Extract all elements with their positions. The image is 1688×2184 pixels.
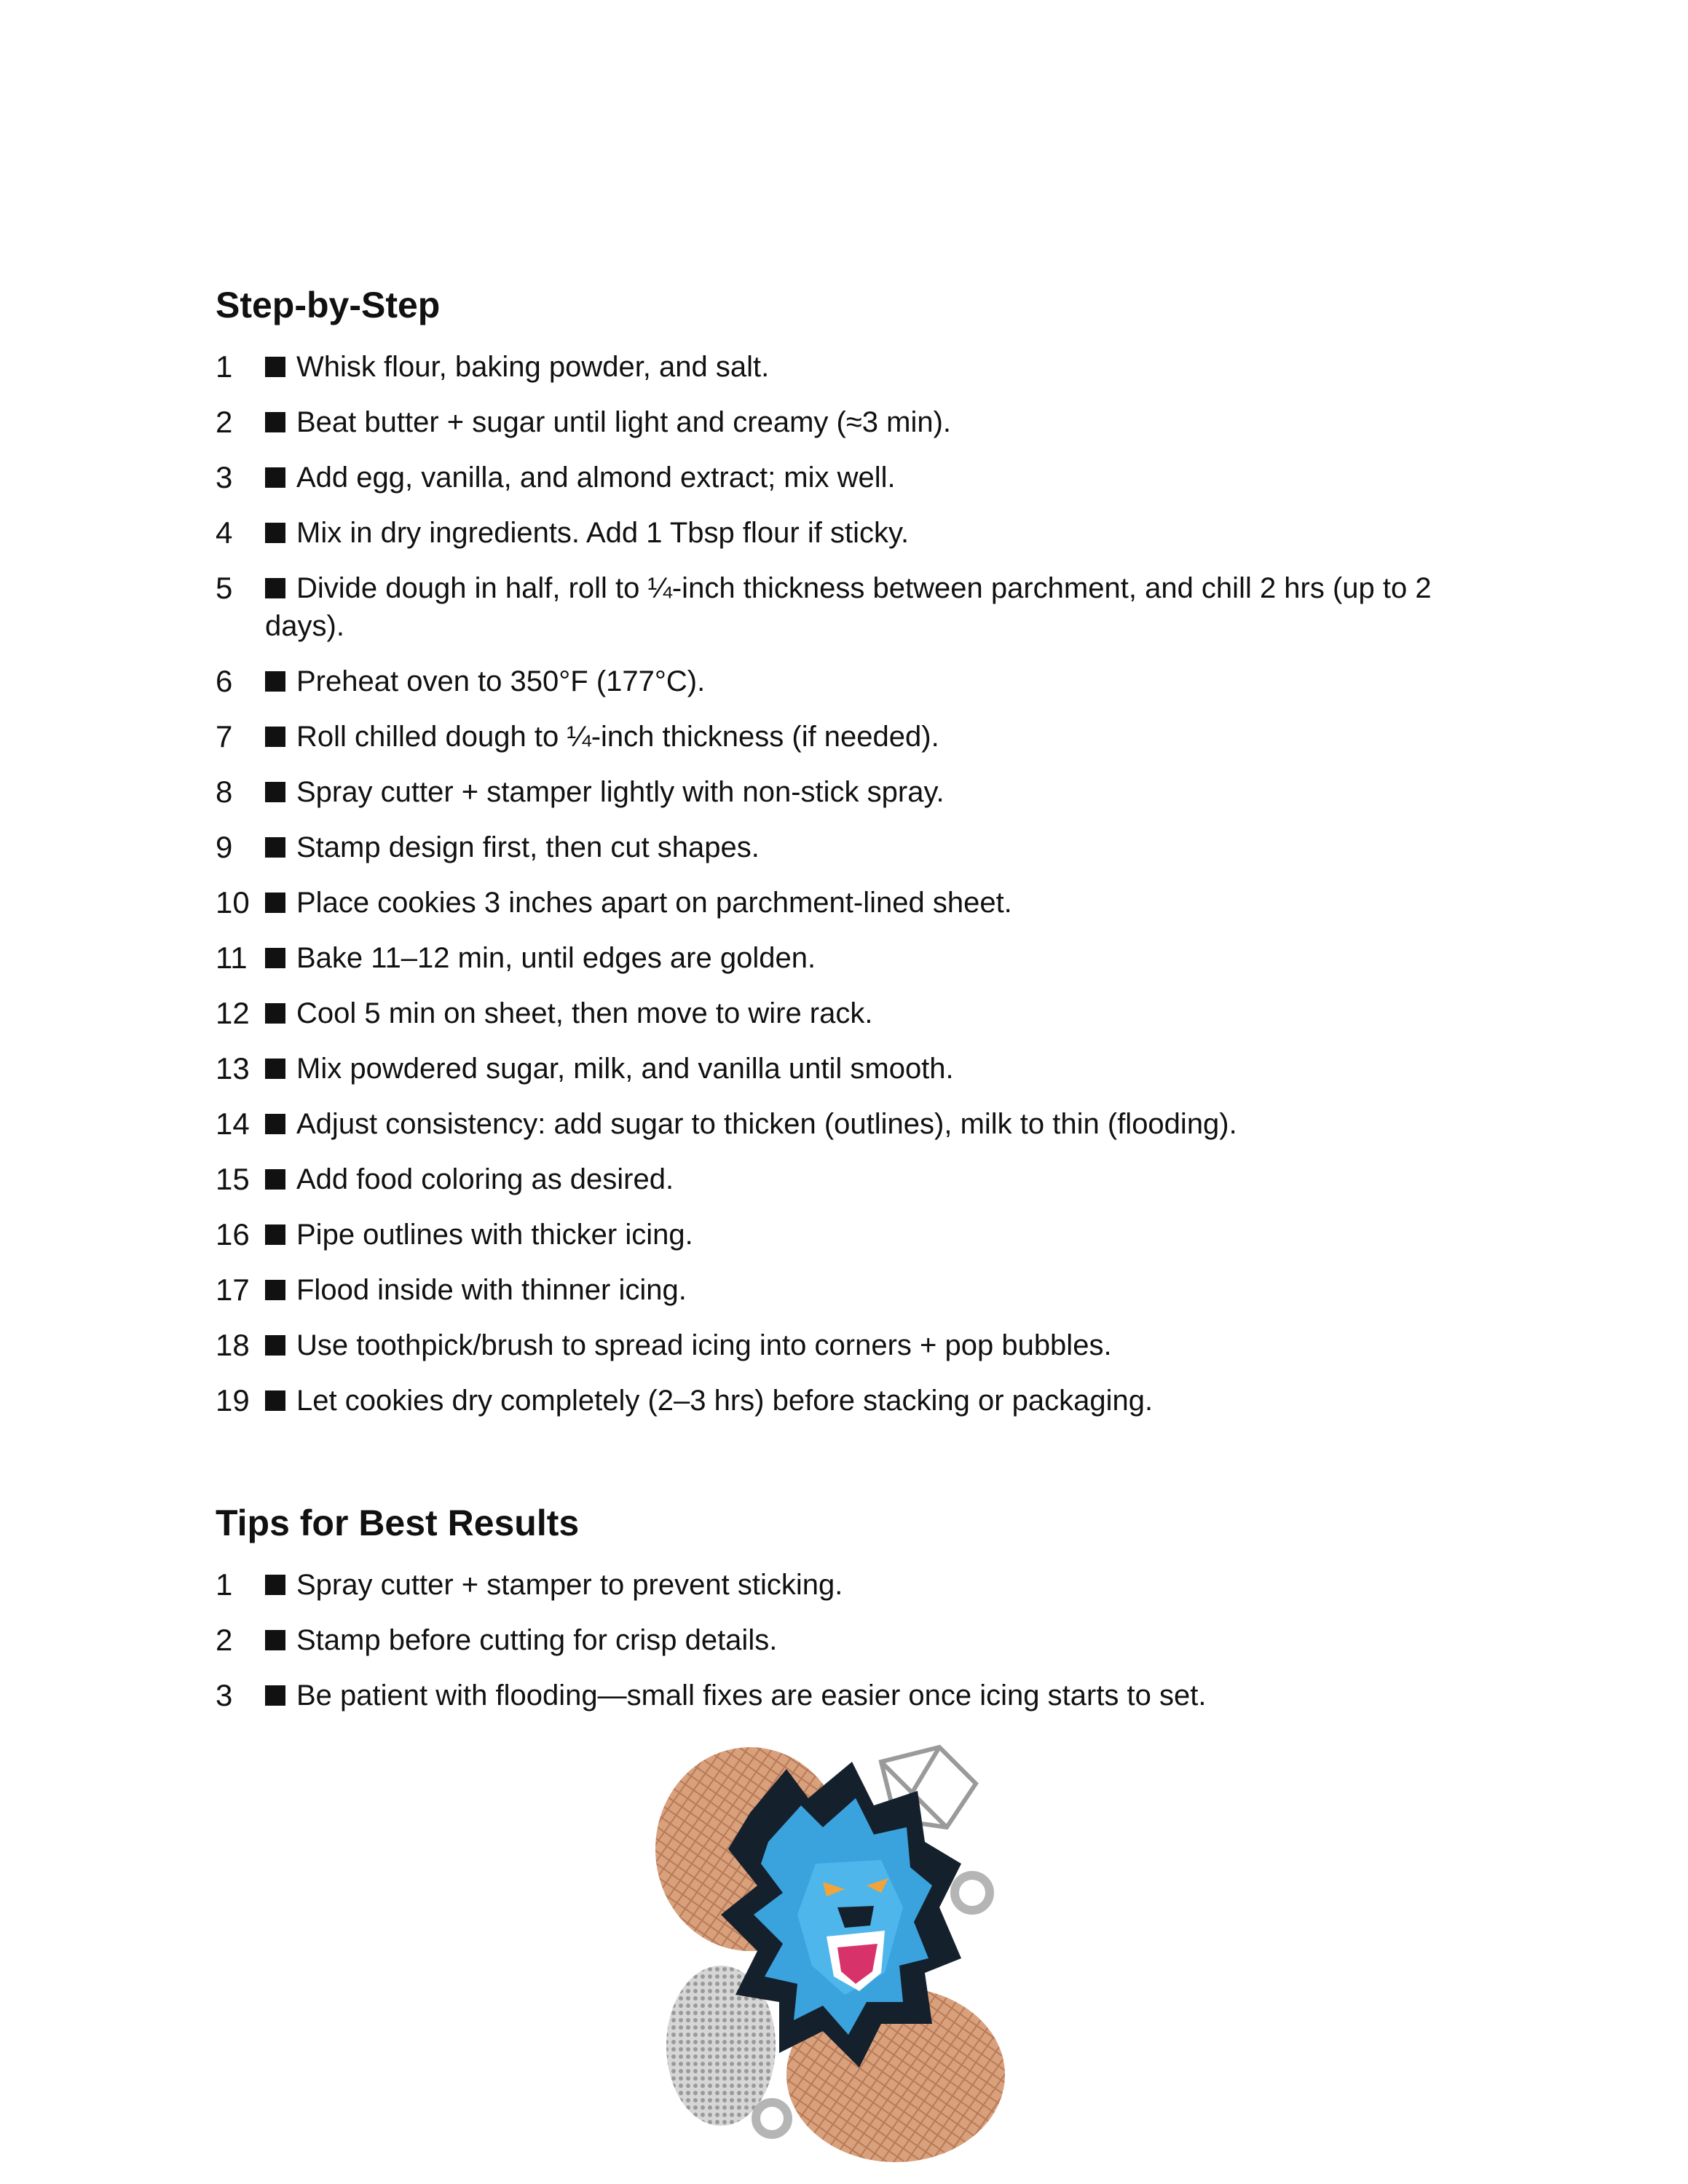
square-bullet-icon <box>265 1114 285 1134</box>
square-bullet-icon <box>265 671 285 692</box>
step-number: 5 <box>216 571 233 605</box>
step-number: 12 <box>216 996 250 1030</box>
step-item <box>216 828 1497 866</box>
tip-number: 3 <box>216 1678 233 1712</box>
tips-heading: Tips for Best Results <box>216 1503 580 1543</box>
silver-ring <box>756 2102 788 2134</box>
lion-logo-icon <box>641 1740 1034 2162</box>
step-number: 15 <box>216 1162 250 1196</box>
step-text: Divide dough in half, roll to ¼-inch thickness between parchment, and chill 2 hrs (up to 2 days). <box>265 572 1432 642</box>
step-number: 16 <box>216 1217 250 1251</box>
step-text: Pipe outlines with thicker icing. <box>296 1219 693 1251</box>
step-number: 2 <box>216 405 233 439</box>
square-bullet-icon <box>265 523 285 543</box>
step-item <box>216 884 1497 922</box>
step-text: Stamp design first, then cut shapes. <box>296 831 760 863</box>
step-number: 13 <box>216 1051 250 1085</box>
tip-item <box>216 1566 1497 1604</box>
square-bullet-icon <box>265 1059 285 1079</box>
step-text: Add food coloring as desired. <box>296 1163 674 1195</box>
tips-list <box>216 1566 1497 1732</box>
step-item <box>216 1105 1497 1143</box>
tip-number: 2 <box>216 1623 233 1657</box>
step-text: Roll chilled dough to ¼-inch thickness (if needed). <box>296 721 939 753</box>
step-number: 6 <box>216 664 233 698</box>
step-text: Mix powdered sugar, milk, and vanilla until smooth. <box>296 1053 954 1085</box>
step-item <box>216 514 1497 552</box>
step-item <box>216 1382 1497 1420</box>
step-text: Use toothpick/brush to spread icing into corners + pop bubbles. <box>296 1329 1112 1361</box>
step-item <box>216 773 1497 811</box>
tip-text: Stamp before cutting for crisp details. <box>296 1624 778 1656</box>
step-number: 4 <box>216 515 233 550</box>
square-bullet-icon <box>265 893 285 913</box>
tip-text: Be patient with flooding—small fixes are easier once icing starts to set. <box>296 1679 1207 1712</box>
square-bullet-icon <box>265 1224 285 1245</box>
steps-heading: Step-by-Step <box>216 285 441 325</box>
step-number: 14 <box>216 1107 250 1141</box>
step-text: Flood inside with thinner icing. <box>296 1274 687 1306</box>
step-text: Bake 11–12 min, until edges are golden. <box>296 942 816 974</box>
step-number: 1 <box>216 349 233 384</box>
step-number: 8 <box>216 775 233 809</box>
step-number: 9 <box>216 830 233 864</box>
square-bullet-icon <box>265 1280 285 1300</box>
square-bullet-icon <box>265 1630 285 1650</box>
step-text: Preheat oven to 350°F (177°C). <box>296 665 706 697</box>
square-bullet-icon <box>265 357 285 377</box>
tip-number: 1 <box>216 1567 233 1602</box>
step-text: Spray cutter + stamper lightly with non-stick spray. <box>296 776 944 808</box>
steps-list <box>216 348 1497 1437</box>
step-item <box>216 662 1497 700</box>
square-bullet-icon <box>265 1685 285 1706</box>
step-item <box>216 1050 1497 1088</box>
square-bullet-icon <box>265 412 285 432</box>
step-item <box>216 994 1497 1032</box>
square-bullet-icon <box>265 1390 285 1411</box>
square-bullet-icon <box>265 1169 285 1190</box>
tip-item <box>216 1621 1497 1659</box>
silver-ring <box>955 1875 990 1910</box>
step-text: Mix in dry ingredients. Add 1 Tbsp flour if sticky. <box>296 517 910 549</box>
step-number: 10 <box>216 885 250 919</box>
step-item <box>216 1160 1497 1198</box>
step-text: Whisk flour, baking powder, and salt. <box>296 351 770 383</box>
step-number: 11 <box>216 941 248 975</box>
step-number: 7 <box>216 719 233 753</box>
step-item <box>216 569 1497 645</box>
step-item <box>216 348 1497 386</box>
square-bullet-icon <box>265 1335 285 1356</box>
step-item <box>216 718 1497 756</box>
step-number: 18 <box>216 1328 250 1362</box>
square-bullet-icon <box>265 1003 285 1024</box>
square-bullet-icon <box>265 948 285 968</box>
square-bullet-icon <box>265 727 285 747</box>
step-item <box>216 1216 1497 1254</box>
tip-text: Spray cutter + stamper to prevent sticking. <box>296 1569 843 1601</box>
step-number: 3 <box>216 460 233 494</box>
step-text: Place cookies 3 inches apart on parchment-lined sheet. <box>296 887 1012 919</box>
step-text: Beat butter + sugar until light and creamy (≈3 min). <box>296 406 952 438</box>
step-text: Add egg, vanilla, and almond extract; mix well. <box>296 462 896 494</box>
step-number: 19 <box>216 1383 250 1417</box>
step-item <box>216 939 1497 977</box>
square-bullet-icon <box>265 1575 285 1595</box>
step-text: Let cookies dry completely (2–3 hrs) before stacking or packaging. <box>296 1385 1153 1417</box>
step-number: 17 <box>216 1273 250 1307</box>
step-item <box>216 1271 1497 1309</box>
step-item <box>216 1326 1497 1364</box>
step-item <box>216 403 1497 441</box>
tip-item <box>216 1677 1497 1714</box>
step-text: Cool 5 min on sheet, then move to wire rack. <box>296 997 873 1029</box>
step-text: Adjust consistency: add sugar to thicken (outlines), milk to thin (flooding). <box>296 1108 1237 1140</box>
square-bullet-icon <box>265 467 285 488</box>
square-bullet-icon <box>265 782 285 802</box>
step-item <box>216 459 1497 496</box>
square-bullet-icon <box>265 837 285 858</box>
